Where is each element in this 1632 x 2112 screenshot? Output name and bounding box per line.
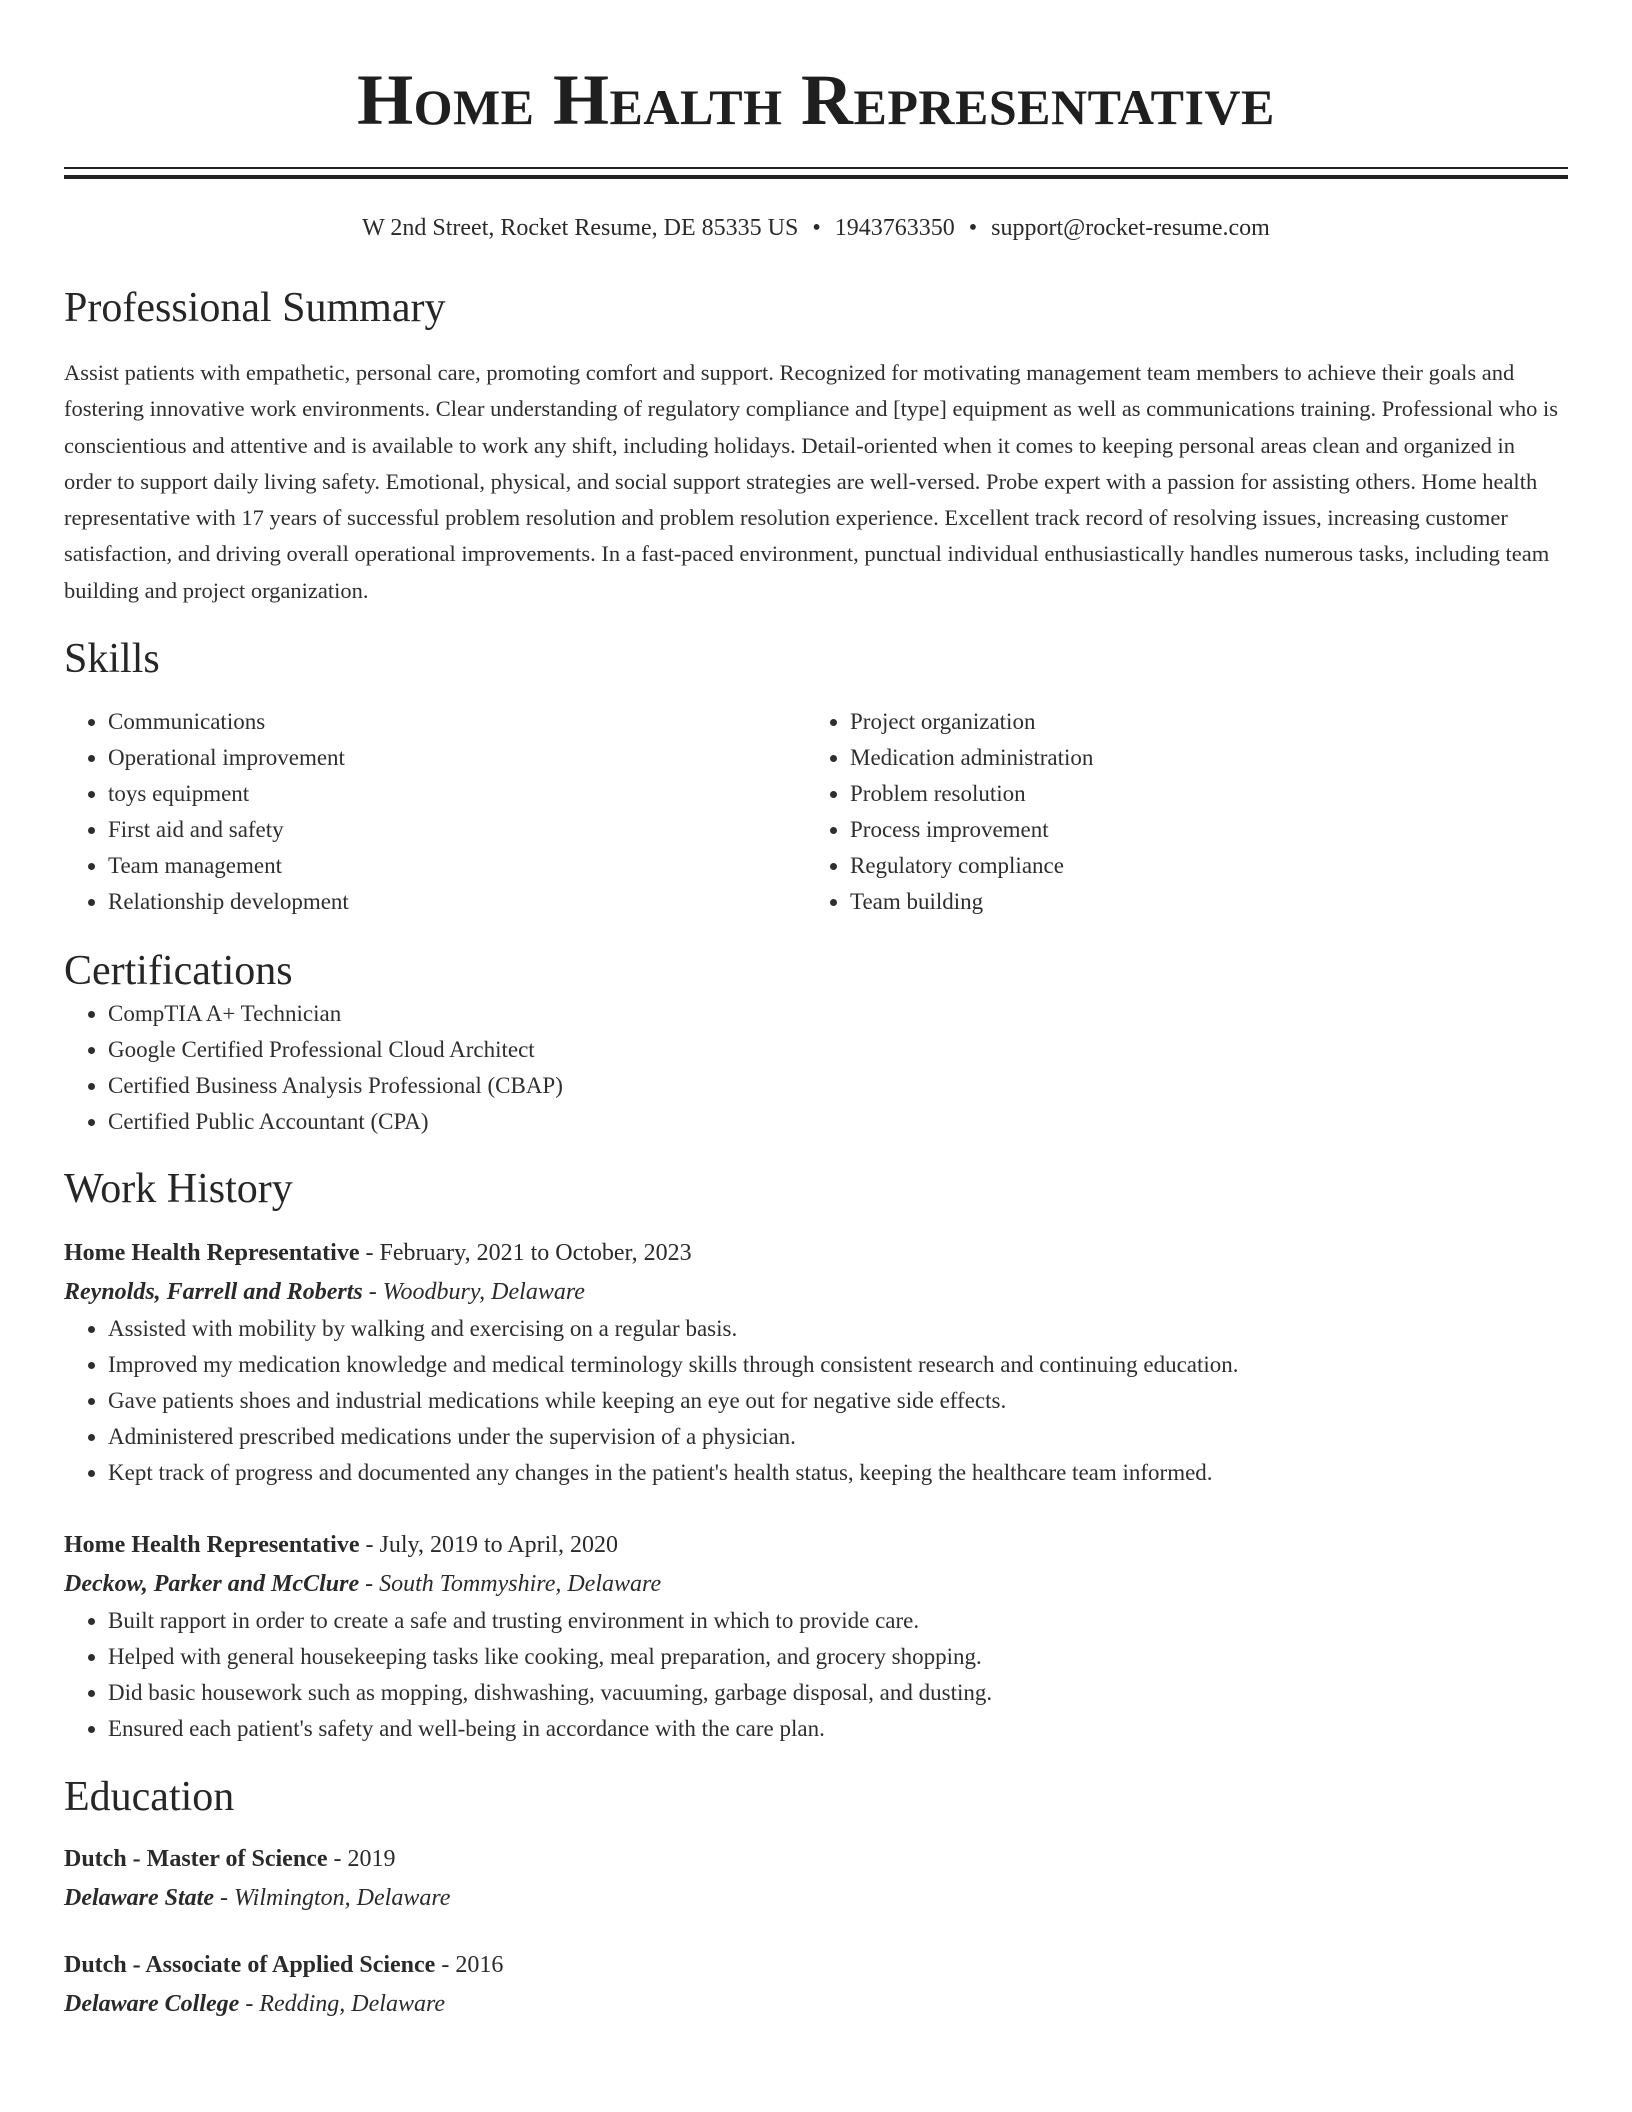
summary-text: Assist patients with empathetic, personal care, promoting comfort and support. Recognized for motivating management team members to achieve their goals and fostering innovative work environments. Clear understanding of regulatory compliance and [type] equipment as well as communications training. Professional who is conscientious and attentive and is available to work any shift, including holidays. Detail-oriented when it comes to keeping personal areas clean and organized in order to support daily living safety. Emotional, physical, and social support strategies are well-versed. Probe expert with a passion for assisting others. Home health representative with 17 years of successful problem resolution and problem resolution experience. Excellent track record of resolving issues, increasing customer satisfaction, and driving overall operational improvements. In a fast-paced environment, punctual individual enthusiastically handles numerous tasks, including team building and project organization. (64, 360, 1559, 603)
school-location: Redding, Delaware (259, 1991, 446, 2018)
job-duty: • Assisted with mobility by walking and exercising on a regular basis. (108, 1311, 1568, 1347)
skill-item: • Problem resolution (850, 776, 1548, 812)
certification-item: • Certified Public Accountant (CPA) (108, 1104, 1568, 1140)
education-entry (64, 1839, 1568, 1917)
job-duties-list (64, 1603, 1568, 1747)
skill-item: • Team management (108, 848, 806, 884)
resume-title: Home Health Representative (357, 60, 1275, 140)
school-name: Delaware College (64, 1991, 240, 2018)
job-title-line (64, 1525, 1568, 1565)
dash-separator: - (239, 1991, 260, 2018)
job-dates: February, 2021 to October, 2023 (379, 1240, 692, 1267)
dash-separator: - (327, 1846, 348, 1873)
skill-item: • Process improvement (850, 812, 1548, 848)
degree-line (64, 1839, 1568, 1879)
degree-year: 2016 (455, 1952, 504, 1979)
degree-line (64, 1945, 1568, 1985)
education-entry (64, 1945, 1568, 2023)
certifications-list (64, 996, 1568, 1140)
skill-item: • Team building (850, 884, 1548, 920)
company-location: Woodbury, Delaware (382, 1279, 585, 1306)
job-entry (64, 1233, 1568, 1491)
company-name: Deckow, Parker and McClure (64, 1571, 360, 1598)
job-duty: • Gave patients shoes and industrial medications while keeping an eye out for negative side effects. (108, 1383, 1568, 1419)
skill-item: • Project organization (850, 704, 1548, 740)
education-heading: Education (64, 1774, 235, 1821)
title-rule-thin (64, 167, 1568, 169)
skill-item: • Communications (108, 704, 806, 740)
job-title: Home Health Representative (64, 1532, 360, 1559)
school-line (64, 1985, 1568, 2023)
contact-address: W 2nd Street, Rocket Resume, DE 85335 US (362, 215, 799, 241)
company-line (64, 1565, 1568, 1603)
company-line (64, 1273, 1568, 1311)
skills-heading: Skills (64, 636, 160, 683)
dash-separator: - (359, 1571, 380, 1598)
certification-item: • Google Certified Professional Cloud Architect (108, 1032, 1568, 1068)
contact-phone: 1943763350 (834, 215, 955, 241)
dash-separator: - (362, 1279, 383, 1306)
job-entry (64, 1525, 1568, 1747)
job-duty: • Administered prescribed medications under the supervision of a physician. (108, 1419, 1568, 1455)
skill-item: • toys equipment (108, 776, 806, 812)
job-duty: • Did basic housework such as mopping, dishwashing, vacuuming, garbage disposal, and dusting. (108, 1675, 1568, 1711)
job-duties-list (64, 1311, 1568, 1491)
certification-item: • CompTIA A+ Technician (108, 996, 1568, 1032)
work-history-heading: Work History (64, 1166, 293, 1213)
skill-item: • Relationship development (108, 884, 806, 920)
certification-item: • Certified Business Analysis Professional (CBAP) (108, 1068, 1568, 1104)
contact-line (64, 213, 1568, 243)
school-name: Delaware State (64, 1885, 214, 1912)
summary-heading: Professional Summary (64, 285, 446, 331)
skills-list-left (64, 704, 806, 920)
job-duty: • Improved my medication knowledge and medical terminology skills through consistent research and continuing education. (108, 1347, 1568, 1383)
contact-email: support@rocket-resume.com (991, 215, 1270, 241)
job-title-line (64, 1233, 1568, 1273)
skill-item: • First aid and safety (108, 812, 806, 848)
degree-name: Dutch - Master of Science (64, 1846, 328, 1873)
title-rule-thick (64, 175, 1568, 179)
degree-name: Dutch - Associate of Applied Science (64, 1952, 436, 1979)
job-title: Home Health Representative (64, 1240, 360, 1267)
certifications-heading: Certifications (64, 948, 293, 995)
job-duty: • Kept track of progress and documented any changes in the patient's health status, keeping the healthcare team informed. (108, 1455, 1568, 1491)
skill-item: • Regulatory compliance (850, 848, 1548, 884)
job-dates: July, 2019 to April, 2020 (379, 1532, 618, 1559)
dash-separator: - (359, 1240, 380, 1267)
dash-separator: - (359, 1532, 380, 1559)
skill-item: • Medication administration (850, 740, 1548, 776)
job-duty: • Helped with general housekeeping tasks like cooking, meal preparation, and grocery shopping. (108, 1639, 1568, 1675)
contact-separator: • (812, 215, 821, 241)
company-location: South Tommyshire, Delaware (379, 1571, 662, 1598)
job-duty: • Ensured each patient's safety and well-being in accordance with the care plan. (108, 1711, 1568, 1747)
company-name: Reynolds, Farrell and Roberts (64, 1279, 363, 1306)
school-line (64, 1879, 1568, 1917)
dash-separator: - (214, 1885, 234, 1912)
skills-list-right (806, 704, 1548, 920)
contact-separator: • (968, 215, 978, 241)
degree-year: 2019 (347, 1846, 396, 1873)
school-location: Wilmington, Delaware (234, 1885, 451, 1912)
job-duty: • Built rapport in order to create a safe and trusting environment in which to provide care. (108, 1603, 1568, 1639)
dash-separator: - (435, 1952, 456, 1979)
skills-columns (64, 704, 1568, 920)
skill-item: • Operational improvement (108, 740, 806, 776)
